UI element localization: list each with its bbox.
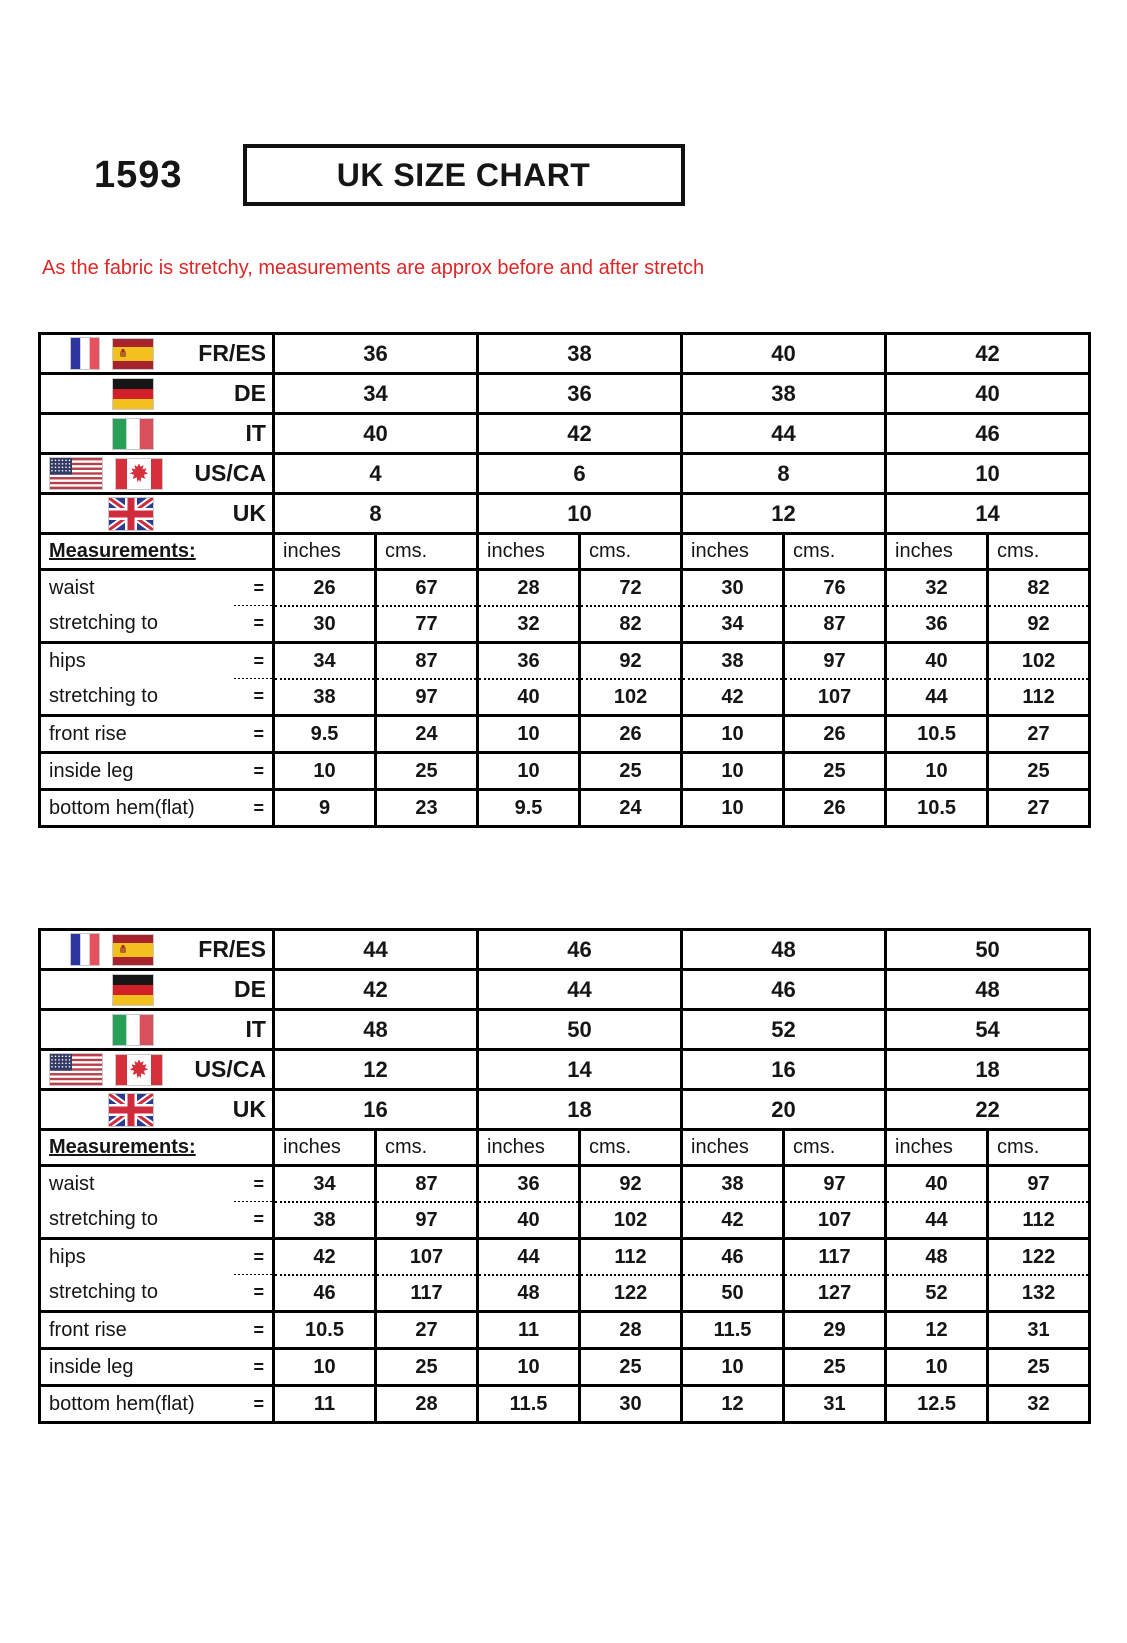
measurement-row-stretching-to-2 [40,1202,1090,1239]
measurement-value-cell: 10 [274,1349,376,1386]
size-value-cell: 18 [886,1050,1090,1090]
measurement-value-cell: 32 [988,1386,1090,1423]
measurement-value-cell: 26 [274,570,376,607]
unit-header-cell: cms. [988,534,1090,570]
italy-flag-icon [112,418,154,450]
measurements-header-cell [40,1130,274,1166]
country-code: UK [232,500,266,526]
size-row-uk [40,494,1090,534]
measurement-label-cell [40,1239,274,1276]
measurement-value-cell: 27 [988,790,1090,827]
country-code: UK [232,1096,266,1122]
measurement-value-cell: 97 [784,1166,886,1203]
size-value-cell: 54 [886,1010,1090,1050]
measurement-name: front rise [49,722,127,745]
size-value-cell: 10 [886,454,1090,494]
france-flag-icon [70,337,100,370]
measurement-value-cell: 107 [376,1239,478,1276]
size-value-cell: 20 [682,1090,886,1130]
measurement-value-cell: 11 [478,1312,580,1349]
measurement-value-cell: 10 [682,1349,784,1386]
equals-sign: = [253,1209,264,1229]
measurement-value-cell: 92 [580,643,682,680]
measurement-value-cell: 112 [988,679,1090,716]
units-header-row [40,534,1090,570]
measurement-label-cell [40,1386,274,1423]
spain-flag-icon [112,934,154,966]
measurement-label-cell [40,1275,274,1312]
measurement-value-cell: 9 [274,790,376,827]
country-label-cell [40,970,274,1010]
measurement-value-cell: 10.5 [886,716,988,753]
size-value-cell: 10 [478,494,682,534]
size-value-cell: 36 [274,334,478,374]
country-code: IT [245,1016,266,1042]
measurement-value-cell: 10 [886,1349,988,1386]
measurement-value-cell: 10 [478,1349,580,1386]
uk-flag-icon [108,497,154,531]
measurement-row-front-rise-5 [40,1312,1090,1349]
measurement-label-cell [40,1166,274,1203]
measurement-value-cell: 25 [784,753,886,790]
measurement-name: inside leg [49,1355,134,1378]
measurement-value-cell: 82 [580,606,682,643]
unit-header-cell: cms. [784,534,886,570]
measurement-value-cell: 11.5 [682,1312,784,1349]
size-value-cell: 42 [886,334,1090,374]
measurement-value-cell: 97 [376,1202,478,1239]
size-table-1 [38,332,1091,828]
size-value-cell: 18 [478,1090,682,1130]
spain-flag-icon [112,338,154,370]
size-value-cell: 16 [274,1090,478,1130]
measurement-value-cell: 27 [376,1312,478,1349]
size-value-cell: 14 [886,494,1090,534]
measurement-value-cell: 26 [784,790,886,827]
measurement-value-cell: 127 [784,1275,886,1312]
measurement-value-cell: 40 [886,1166,988,1203]
unit-header-cell: inches [682,534,784,570]
measurement-value-cell: 28 [580,1312,682,1349]
measurement-value-cell: 44 [478,1239,580,1276]
measurement-value-cell: 38 [682,643,784,680]
size-value-cell: 44 [274,930,478,970]
measurement-name: hips [49,650,86,672]
measurement-row-front-rise-5 [40,716,1090,753]
measurement-value-cell: 25 [580,1349,682,1386]
measurement-value-cell: 42 [682,1202,784,1239]
italy-flag-icon [112,1014,154,1046]
measurement-value-cell: 36 [478,643,580,680]
measurement-row-stretching-to-2 [40,606,1090,643]
measurement-value-cell: 10 [886,753,988,790]
measurement-value-cell: 34 [274,1166,376,1203]
size-value-cell: 42 [478,414,682,454]
measurement-value-cell: 87 [376,1166,478,1203]
country-code: US/CA [194,460,266,486]
size-value-cell: 14 [478,1050,682,1090]
measurement-value-cell: 28 [376,1386,478,1423]
size-row-de [40,374,1090,414]
measurement-value-cell: 48 [886,1239,988,1276]
country-code: DE [234,976,266,1002]
measurement-value-cell: 40 [886,643,988,680]
measurement-value-cell: 10 [478,716,580,753]
measurement-value-cell: 10 [682,790,784,827]
measurement-value-cell: 44 [886,679,988,716]
measurement-row-inside-leg-6 [40,1349,1090,1386]
measurement-value-cell: 12 [886,1312,988,1349]
measurement-value-cell: 92 [580,1166,682,1203]
measurement-value-cell: 27 [988,716,1090,753]
measurement-value-cell: 82 [988,570,1090,607]
measurements-header-cell [40,534,274,570]
measurement-value-cell: 52 [886,1275,988,1312]
units-header-row [40,1130,1090,1166]
measurement-value-cell: 107 [784,1202,886,1239]
product-code: 1593 [94,153,183,196]
measurement-value-cell: 50 [682,1275,784,1312]
size-value-cell: 8 [274,494,478,534]
equals-sign: = [253,613,264,633]
unit-header-cell: cms. [580,534,682,570]
country-code: FR/ES [198,340,266,366]
measurement-value-cell: 117 [784,1239,886,1276]
measurement-name: stretching to [49,612,158,634]
measurement-value-cell: 12.5 [886,1386,988,1423]
measurement-value-cell: 48 [478,1275,580,1312]
unit-header-cell: inches [274,534,376,570]
measurement-value-cell: 112 [988,1202,1090,1239]
measurement-value-cell: 102 [580,1202,682,1239]
size-value-cell: 4 [274,454,478,494]
measurement-value-cell: 11.5 [478,1386,580,1423]
equals-sign: = [253,1247,264,1267]
measurement-label-cell [40,753,274,790]
measurement-value-cell: 28 [478,570,580,607]
measurement-value-cell: 117 [376,1275,478,1312]
title-box [243,144,685,206]
measurement-value-cell: 112 [580,1239,682,1276]
measurement-value-cell: 38 [274,679,376,716]
measurement-name: stretching to [49,1208,158,1230]
measurement-value-cell: 77 [376,606,478,643]
measurement-value-cell: 31 [988,1312,1090,1349]
header [0,143,1127,207]
country-label-cell [40,374,274,414]
equals-sign: = [253,686,264,706]
size-value-cell: 36 [478,374,682,414]
measurement-value-cell: 102 [580,679,682,716]
measurement-label-cell [40,606,274,643]
measurement-value-cell: 10.5 [886,790,988,827]
size-row-uk [40,1090,1090,1130]
measurement-value-cell: 25 [988,1349,1090,1386]
unit-header-cell: inches [274,1130,376,1166]
page-title: UK SIZE CHART [336,156,591,193]
measurement-value-cell: 97 [988,1166,1090,1203]
measurement-row-hips-3 [40,1239,1090,1276]
unit-header-cell: cms. [988,1130,1090,1166]
measurement-value-cell: 23 [376,790,478,827]
measurement-row-stretching-to-4 [40,679,1090,716]
measurement-value-cell: 38 [274,1202,376,1239]
measurement-name: bottom hem(flat) [49,1392,195,1415]
measurement-value-cell: 36 [478,1166,580,1203]
measurement-value-cell: 30 [682,570,784,607]
size-tables [38,332,1127,1424]
measurement-value-cell: 26 [784,716,886,753]
size-value-cell: 22 [886,1090,1090,1130]
measurement-value-cell: 97 [784,643,886,680]
country-label-cell [40,414,274,454]
measurement-value-cell: 132 [988,1275,1090,1312]
measurement-value-cell: 102 [988,643,1090,680]
size-value-cell: 46 [886,414,1090,454]
measurement-name: bottom hem(flat) [49,796,195,819]
measurement-value-cell: 30 [580,1386,682,1423]
measurement-value-cell: 25 [784,1349,886,1386]
measurement-name: inside leg [49,759,134,782]
measurement-name: front rise [49,1318,127,1341]
measurement-name: waist [49,1173,95,1195]
measurement-label-cell [40,716,274,753]
measurement-value-cell: 10.5 [274,1312,376,1349]
size-value-cell: 52 [682,1010,886,1050]
country-code: US/CA [194,1056,266,1082]
size-table-2 [38,928,1091,1424]
measurement-value-cell: 12 [682,1386,784,1423]
country-code: IT [245,420,266,446]
measurement-value-cell: 87 [376,643,478,680]
measurement-value-cell: 38 [682,1166,784,1203]
measurement-value-cell: 87 [784,606,886,643]
uk-flag-icon [108,1093,154,1127]
country-label-cell [40,930,274,970]
measurement-value-cell: 107 [784,679,886,716]
measurement-value-cell: 46 [274,1275,376,1312]
unit-header-cell: inches [478,534,580,570]
germany-flag-icon [112,378,154,410]
measurement-row-inside-leg-6 [40,753,1090,790]
unit-header-cell: inches [478,1130,580,1166]
size-value-cell: 38 [682,374,886,414]
equals-sign: = [253,1356,264,1377]
equals-sign: = [253,1393,264,1414]
country-label-cell [40,454,274,494]
measurement-label-cell [40,1312,274,1349]
measurement-value-cell: 34 [682,606,784,643]
size-value-cell: 38 [478,334,682,374]
measurement-row-bottom-hem-flat-7 [40,1386,1090,1423]
equals-sign: = [253,797,264,818]
size-value-cell: 50 [478,1010,682,1050]
measurement-value-cell: 10 [682,753,784,790]
measurement-value-cell: 97 [376,679,478,716]
measurement-name: waist [49,577,95,599]
country-label-cell [40,494,274,534]
size-row-us-ca [40,1050,1090,1090]
measurement-value-cell: 36 [886,606,988,643]
measurement-value-cell: 42 [274,1239,376,1276]
measurement-value-cell: 10 [478,753,580,790]
measurement-label-cell [40,1202,274,1239]
measurement-value-cell: 10 [682,716,784,753]
stretch-note: As the fabric is stretchy, measurements are approx before and after stretch [42,257,705,279]
country-label-cell [40,334,274,374]
measurements-label: Measurements: [49,540,196,562]
measurement-value-cell: 40 [478,679,580,716]
canada-flag-icon [115,458,163,490]
measurement-value-cell: 30 [274,606,376,643]
measurement-value-cell: 44 [886,1202,988,1239]
measurement-name: stretching to [49,1281,158,1303]
size-row-us-ca [40,454,1090,494]
measurement-name: stretching to [49,685,158,707]
size-value-cell: 12 [682,494,886,534]
measurement-value-cell: 9.5 [478,790,580,827]
measurement-label-cell [40,790,274,827]
size-value-cell: 40 [886,374,1090,414]
size-row-it [40,414,1090,454]
size-value-cell: 46 [478,930,682,970]
equals-sign: = [253,1319,264,1340]
country-label-cell [40,1050,274,1090]
size-row-fr-es [40,334,1090,374]
measurement-value-cell: 31 [784,1386,886,1423]
measurement-value-cell: 25 [988,753,1090,790]
country-code: FR/ES [198,936,266,962]
measurement-value-cell: 42 [682,679,784,716]
equals-sign: = [253,651,264,671]
measurement-value-cell: 32 [886,570,988,607]
measurement-label-cell [40,679,274,716]
measurement-value-cell: 29 [784,1312,886,1349]
size-value-cell: 50 [886,930,1090,970]
size-value-cell: 48 [886,970,1090,1010]
measurement-value-cell: 76 [784,570,886,607]
size-value-cell: 16 [682,1050,886,1090]
country-label-cell [40,1090,274,1130]
equals-sign: = [253,578,264,598]
size-value-cell: 8 [682,454,886,494]
unit-header-cell: cms. [784,1130,886,1166]
measurement-row-hips-3 [40,643,1090,680]
size-row-de [40,970,1090,1010]
measurement-row-bottom-hem-flat-7 [40,790,1090,827]
size-value-cell: 48 [274,1010,478,1050]
measurement-value-cell: 11 [274,1386,376,1423]
germany-flag-icon [112,974,154,1006]
measurement-value-cell: 24 [580,790,682,827]
unit-header-cell: cms. [376,1130,478,1166]
unit-header-cell: cms. [580,1130,682,1166]
size-value-cell: 44 [682,414,886,454]
measurement-value-cell: 122 [580,1275,682,1312]
measurement-value-cell: 72 [580,570,682,607]
measurement-row-waist-1 [40,570,1090,607]
size-value-cell: 40 [274,414,478,454]
usa-flag-icon [49,457,103,490]
unit-header-cell: inches [886,1130,988,1166]
measurements-label: Measurements: [49,1136,196,1158]
usa-flag-icon [49,1053,103,1086]
measurement-row-waist-1 [40,1166,1090,1203]
measurement-value-cell: 9.5 [274,716,376,753]
size-value-cell: 46 [682,970,886,1010]
measurement-value-cell: 122 [988,1239,1090,1276]
equals-sign: = [253,1174,264,1194]
equals-sign: = [253,760,264,781]
measurement-value-cell: 40 [478,1202,580,1239]
measurement-label-cell [40,570,274,607]
measurement-value-cell: 92 [988,606,1090,643]
size-value-cell: 40 [682,334,886,374]
measurement-label-cell [40,1349,274,1386]
measurement-value-cell: 26 [580,716,682,753]
country-code: DE [234,380,266,406]
equals-sign: = [253,1282,264,1302]
size-value-cell: 6 [478,454,682,494]
size-value-cell: 42 [274,970,478,1010]
measurement-value-cell: 67 [376,570,478,607]
measurement-row-stretching-to-4 [40,1275,1090,1312]
unit-header-cell: inches [886,534,988,570]
measurement-value-cell: 24 [376,716,478,753]
canada-flag-icon [115,1054,163,1086]
measurement-value-cell: 46 [682,1239,784,1276]
measurement-value-cell: 10 [274,753,376,790]
measurement-value-cell: 25 [376,753,478,790]
size-value-cell: 44 [478,970,682,1010]
measurement-value-cell: 25 [580,753,682,790]
measurement-value-cell: 34 [274,643,376,680]
size-row-it [40,1010,1090,1050]
equals-sign: = [253,723,264,744]
measurement-value-cell: 25 [376,1349,478,1386]
unit-header-cell: inches [682,1130,784,1166]
unit-header-cell: cms. [376,534,478,570]
size-value-cell: 12 [274,1050,478,1090]
size-value-cell: 34 [274,374,478,414]
measurement-name: hips [49,1246,86,1268]
size-value-cell: 48 [682,930,886,970]
measurement-label-cell [40,643,274,680]
size-row-fr-es [40,930,1090,970]
measurement-value-cell: 32 [478,606,580,643]
country-label-cell [40,1010,274,1050]
france-flag-icon [70,933,100,966]
